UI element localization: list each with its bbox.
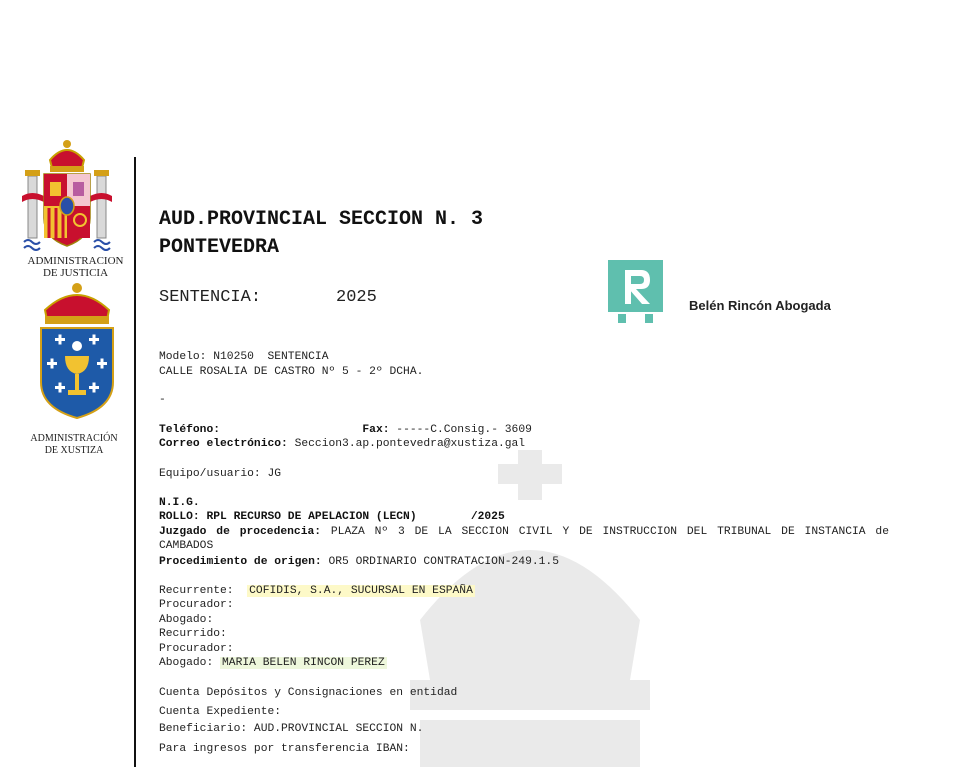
lawyer-logo-icon (608, 260, 663, 323)
procurador-line-1: Procurador: (159, 599, 234, 611)
sentence-row (159, 288, 377, 307)
cuenta-expediente-line: Cuenta Expediente: (159, 706, 282, 718)
court-title (159, 206, 483, 262)
procurador-line-2: Procurador: (159, 643, 234, 655)
juzgado-label: Juzgado de procedencia: (159, 526, 322, 538)
phone-fax-line (159, 423, 532, 437)
email-value: Seccion3.ap.pontevedra@xustiza.gal (287, 438, 526, 450)
watermark-crown-icon (380, 440, 680, 767)
cuenta-depositos-line: Cuenta Depósitos y Consignaciones en entidad (159, 687, 458, 699)
nig-label: N.I.G. (159, 497, 200, 509)
rollo-line (159, 510, 505, 524)
rollo-label: ROLLO: RPL RECURSO DE APELACION (LECN) /2025 (159, 511, 505, 523)
procedimiento-line (159, 555, 559, 569)
sentence-year: 2025 (336, 288, 377, 307)
recurrido-line: Recurrido: (159, 628, 227, 640)
juzgado-value: PLAZA Nº 3 DE LA SECCION CIVIL Y DE INSTRUCCION DEL TRIBUNAL DE INSTANCIA de CAMBADOS (159, 526, 889, 552)
beneficiario-line: Beneficiario: AUD.PROVINCIAL SECCION N. (159, 723, 424, 735)
iban-line: Para ingresos por transferencia IBAN: (159, 743, 410, 755)
abogado-line-2 (159, 656, 387, 670)
procedimiento-value: OR5 ORDINARIO CONTRATACION-249.1.5 (321, 556, 559, 568)
abogado-2-value: MARIA BELEN RINCON PEREZ (222, 657, 385, 669)
recurrente-value: COFIDIS, S.A., SUCURSAL EN ESPAÑA (249, 585, 473, 597)
equipo-line: Equipo/usuario: JG (159, 468, 282, 480)
email-line (159, 437, 525, 451)
fax-value: -----C.Consig.- 3609 (389, 424, 532, 436)
spain-coat-of-arms-icon (22, 138, 112, 254)
recurrente-line (159, 584, 475, 598)
seal-caption-xustiza: ADMINISTRACIÓN DE XUSTIZA (30, 433, 118, 456)
seal-caption-justicia: ADMINISTRACION DE JUSTICIA (27, 255, 124, 279)
address-line: CALLE ROSALIA DE CASTRO Nº 5 - 2º DCHA. (159, 366, 424, 378)
fax-label: Fax: (362, 424, 390, 436)
lawyer-name: Belén Rincón Abogada (689, 298, 831, 313)
sentence-label: SENTENCIA: (159, 288, 262, 307)
abogado-line-1: Abogado: (159, 614, 214, 626)
procedimiento-label: Procedimiento de origen: (159, 556, 322, 568)
modelo-line: Modelo: N10250 SENTENCIA (159, 351, 329, 363)
abogado-2-label: Abogado: (159, 657, 214, 669)
email-label: Correo electrónico: (159, 438, 288, 450)
juzgado-line (159, 525, 889, 553)
phone-label: Teléfono: (159, 424, 221, 436)
court-line-1: AUD.PROVINCIAL SECCION N. 3 (159, 208, 484, 231)
nig-line (159, 496, 200, 510)
vertical-divider (134, 157, 136, 767)
galicia-coat-of-arms-icon (35, 282, 119, 422)
court-line-2: PONTEVEDRA (159, 236, 280, 259)
dash-line: - (159, 394, 166, 406)
recurrente-label: Recurrente: (159, 585, 234, 597)
